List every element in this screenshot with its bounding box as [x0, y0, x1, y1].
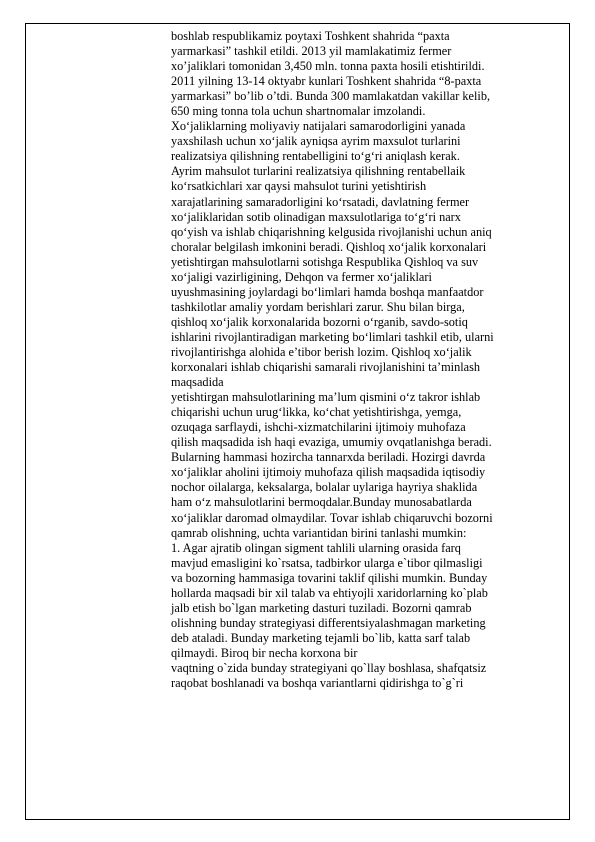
- text-line: qamrab olishning, uchta variantidan birini tanlashi mumkin:: [171, 525, 467, 540]
- text-line: va bozorning hammasiga tovarini taklif qilishi mumkin. Bunday: [171, 570, 488, 585]
- text-line: qilish maqsadida ish haqi evaziga, umumiy ovqatlanishga beradi.: [171, 435, 492, 450]
- text-line: hollarda maqsadi bir xil talab va ehtiyojli xaridorlarning ko`plab: [171, 585, 488, 600]
- text-line: yetishtirgan mahsulotlarni sotishga Respublika Qishloq va suv: [171, 254, 479, 269]
- text-line: nochor oilalarga, keksalarga, bolalar uylariga hayriya shaklida: [171, 480, 478, 495]
- text-line: qilmaydi. Biroq bir necha korxona bir: [171, 645, 358, 660]
- text-line: Xo‘jaliklarning moliyaviy natijalari samarodorligini yanada: [171, 119, 466, 134]
- text-line: maqsadida: [171, 375, 224, 390]
- text-line: olishning bunday strategiyasi differentsiyalashmagan marketing: [171, 615, 486, 630]
- text-line: uyushmasining joylardagi bo‘limlari hamda boshqa manfaatdor: [171, 284, 484, 299]
- body-text: [171, 29, 543, 691]
- text-line: yarmarkasi” bo’lib o’tdi. Bunda 300 mamlakatdan vakillar kelib,: [171, 89, 491, 104]
- text-line: boshlab respublikamiz poytaxi Toshkent shahrida “paxta: [171, 29, 450, 43]
- text-line: raqobat boshlanadi va boshqa variantlarni qidirishga to`g`ri: [171, 676, 464, 691]
- text-line: ko‘rsatkichlari xar qaysi mahsulot turini yetishtirish: [171, 179, 427, 194]
- text-line: 2011 yilning 13-14 oktyabr kunlari Toshkent shahrida “8-paxta: [171, 74, 482, 89]
- text-line: ishlarini rivojlantiradigan marketing bo‘limlari tashkil etib, ularni: [171, 329, 494, 344]
- text-line: realizatsiya qilishning rentabelligini to‘g‘ri aniqlash kerak.: [171, 149, 460, 164]
- text-line: Ayrim mahsulot turlarini realizatsiya qilishning rentabellaik: [171, 164, 466, 179]
- text-line: xo‘jaligi vazirligining, Dehqon va fermer xo‘jaliklari: [171, 269, 432, 284]
- text-line: yetishtirgan mahsulotlarining ma’lum qismini o‘z takror ishlab: [171, 390, 481, 405]
- text-line: chiqarishi uchun urug‘likka, ko‘chat yetishtirishga, yemga,: [171, 405, 462, 420]
- text-line: Bularning hammasi hozircha tannarxda beriladi. Hozirgi davrda: [171, 450, 486, 465]
- text-line: xo’jaliklari tomonidan 3,450 mln. tonna paxta hosili etishtirildi.: [171, 59, 485, 74]
- text-line: ham o‘z mahsulotlarini bermoqdalar.Bunday munosabatlarda: [171, 495, 472, 510]
- text-line: xo‘jaliklar daromad olmaydilar. Tovar ishlab chiqaruvchi bozorni: [171, 510, 493, 525]
- text-line: ozuqaga sarflaydi, ishchi-xizmatchilarini ijtimoiy muhofaza: [171, 420, 466, 435]
- text-line: rivojlantirishga alohida e’tibor berish lozim. Qishloq xo‘jalik: [171, 344, 472, 359]
- text-line: vaqtning o`zida bunday strategiyani qo`llay boshlasa, shafqatsiz: [171, 660, 487, 675]
- text-line: tashkilotlar amaliy yordam berishlari zarur. Shu bilan birga,: [171, 299, 465, 314]
- text-line: deb ataladi. Bunday marketing tejamli bo`lib, katta sarf talab: [171, 630, 471, 645]
- text-line: xo‘jaliklaridan sotib olinadigan maxsulotlariga to‘g‘ri narx: [171, 209, 461, 224]
- text-line: xo‘jaliklar aholini ijtimoiy muhofaza qilish maqsadida iqtisodiy: [171, 465, 486, 480]
- text-line: 650 ming tonna tola uchun shartnomalar imzolandi.: [171, 104, 426, 119]
- text-line: mavjud emasligini ko`rsatsa, tadbirkor ularga e`tibor qilmasligi: [171, 555, 483, 570]
- text-line: qishloq xo‘jalik korxonalarida bozorni o‘rganib, savdo-sotiq: [171, 314, 468, 329]
- text-line: choralar belgilash imkonini beradi. Qishloq xo‘jalik korxonalari: [171, 239, 487, 254]
- text-line: yaxshilash uchun xo‘jalik ayniqsa ayrim maxsulot turlarini: [171, 134, 461, 149]
- text-line: qo‘yish va ishlab chiqarishning kelgusida rivojlanishi uchun aniq: [171, 224, 492, 239]
- text-line: 1. Agar ajratib olingan sigment tahlili ularning orasida farq: [171, 540, 461, 555]
- text-line: korxonalari ishlab chiqarishi samarali rivojlanishini ta’minlash: [171, 360, 481, 375]
- text-line: yarmarkasi” tashkil etildi. 2013 yil mamlakatimiz fermer: [171, 44, 452, 59]
- text-line: jalb etish bo`lgan marketing dasturi tuziladi. Bozorni qamrab: [171, 600, 472, 615]
- text-line: xarajatlarining samaradorligini ko‘rsatadi, davlatning fermer: [171, 194, 470, 209]
